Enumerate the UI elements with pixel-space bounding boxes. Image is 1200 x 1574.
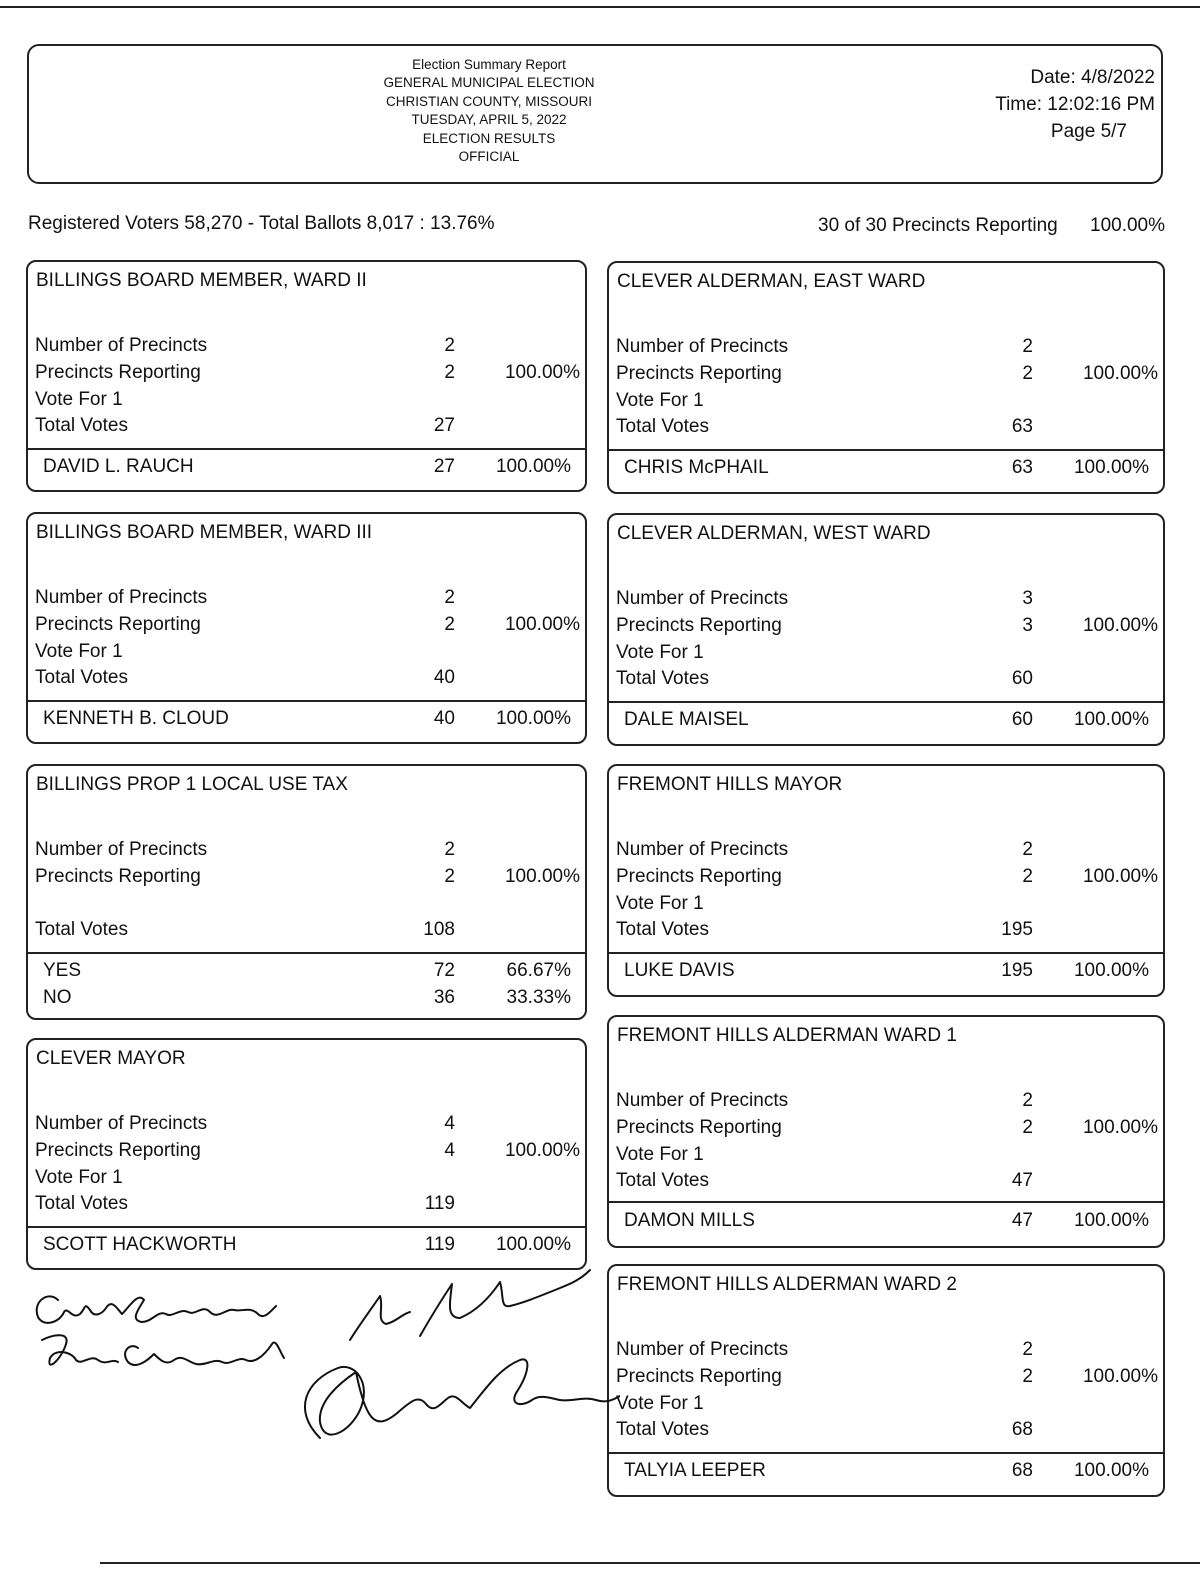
row-pct: 100.00%	[1082, 1117, 1158, 1138]
row-label: Total Votes	[616, 1419, 709, 1440]
report-title: Election Summary Report	[412, 57, 566, 72]
row-label: Total Votes	[616, 416, 709, 437]
results-heading: ELECTION RESULTS	[422, 130, 556, 146]
candidate-votes: 27	[433, 456, 455, 477]
row-label: Number of Precincts	[616, 588, 789, 609]
total-votes-row	[609, 416, 1163, 442]
candidate-name: DAVID L. RAUCH	[43, 456, 194, 477]
row-pct: 100.00%	[1082, 1366, 1158, 1387]
precincts-summary	[818, 215, 1166, 237]
candidate-name: DAMON MILLS	[624, 1210, 755, 1231]
total-votes-row	[28, 919, 585, 945]
signature-stroke	[350, 1270, 590, 1340]
row-pct: 100.00%	[1082, 615, 1158, 636]
report-date: Date: 4/8/2022	[1030, 67, 1155, 88]
total-votes-row	[609, 668, 1163, 694]
candidate-name: CHRIS McPHAIL	[624, 457, 769, 478]
row-label: Precincts Reporting	[35, 1140, 201, 1161]
row-value: 68	[1011, 1419, 1033, 1440]
results-divider	[609, 701, 1163, 703]
candidate-pct: 100.00%	[495, 1234, 571, 1255]
row-value: 3	[1022, 588, 1033, 609]
row-label: Precincts Reporting	[616, 866, 782, 887]
number-of-precincts-row	[609, 1339, 1163, 1365]
vote-for-row	[609, 642, 1163, 668]
row-label: Vote For 1	[616, 642, 704, 663]
precincts-reporting-row	[28, 614, 585, 640]
row-value: 2	[1022, 1117, 1033, 1138]
row-label: Total Votes	[616, 1170, 709, 1191]
vote-for-row	[28, 641, 585, 667]
total-votes-row	[609, 1419, 1163, 1445]
candidate-pct: 100.00%	[1073, 457, 1149, 478]
number-of-precincts-row	[609, 588, 1163, 614]
total-votes-row	[609, 919, 1163, 945]
row-label: Number of Precincts	[616, 1090, 789, 1111]
row-label: Total Votes	[35, 667, 128, 688]
results-divider	[28, 700, 585, 702]
candidate-pct: 66.67%	[506, 960, 571, 981]
results-divider	[28, 448, 585, 450]
number-of-precincts-row	[609, 839, 1163, 865]
vote-for-row	[609, 390, 1163, 416]
results-divider	[28, 952, 585, 954]
candidate-votes: 63	[1011, 457, 1033, 478]
row-pct: 100.00%	[1082, 866, 1158, 887]
precincts-reporting-row	[609, 1366, 1163, 1392]
precincts-reporting-pct: 100.00%	[1090, 215, 1166, 236]
row-value: 2	[444, 614, 455, 635]
row-label: Vote For 1	[616, 893, 704, 914]
report-time: Time: 12:02:16 PM	[995, 94, 1155, 115]
vote-for-row	[28, 389, 585, 415]
registered-voters-summary: Registered Voters 58,270 - Total Ballots 8,017 : 13.76%	[28, 213, 495, 234]
candidate-row	[609, 1460, 1163, 1486]
total-votes-row	[609, 1170, 1163, 1196]
row-value: 47	[1011, 1170, 1033, 1191]
number-of-precincts-row	[28, 587, 585, 613]
candidate-row	[28, 456, 585, 482]
row-label: Precincts Reporting	[616, 1366, 782, 1387]
candidate-row	[609, 709, 1163, 735]
row-label: Precincts Reporting	[35, 866, 201, 887]
race-title: FREMONT HILLS ALDERMAN WARD 1	[617, 1025, 957, 1046]
row-pct: 100.00%	[504, 362, 580, 383]
candidate-row	[28, 1234, 585, 1260]
row-value: 2	[1022, 839, 1033, 860]
race-billings-board-ward-3	[26, 512, 587, 744]
candidate-row	[28, 987, 585, 1013]
candidate-name: DALE MAISEL	[624, 709, 749, 730]
row-value: 2	[1022, 336, 1033, 357]
row-value: 2	[1022, 866, 1033, 887]
race-fremont-hills-mayor	[607, 764, 1165, 997]
race-fremont-hills-alderman-ward-2	[607, 1264, 1165, 1497]
official-status: OFFICIAL	[458, 149, 520, 165]
precincts-reporting-text: 30 of 30 Precincts Reporting	[818, 215, 1058, 236]
row-pct: 100.00%	[504, 866, 580, 887]
row-value: 2	[1022, 363, 1033, 384]
top-border-line	[0, 0, 1200, 8]
row-label: Number of Precincts	[35, 587, 208, 608]
handwritten-signatures	[20, 1262, 620, 1462]
row-value: 2	[1022, 1090, 1033, 1111]
candidate-votes: 119	[424, 1234, 455, 1255]
race-clever-alderman-east	[607, 261, 1165, 494]
candidate-pct: 33.33%	[506, 987, 571, 1008]
candidate-pct: 100.00%	[1073, 960, 1149, 981]
row-pct: 100.00%	[504, 1140, 580, 1161]
row-label: Total Votes	[35, 1193, 128, 1214]
candidate-pct: 100.00%	[1073, 1460, 1149, 1481]
row-value: 119	[424, 1193, 455, 1214]
candidate-row	[28, 960, 585, 986]
row-label: Number of Precincts	[35, 335, 208, 356]
candidate-name: LUKE DAVIS	[624, 960, 735, 981]
race-title: CLEVER ALDERMAN, EAST WARD	[617, 271, 926, 292]
row-value: 4	[444, 1140, 455, 1161]
candidate-name: YES	[43, 960, 82, 981]
race-clever-mayor	[26, 1038, 587, 1270]
row-label: Total Votes	[35, 919, 128, 940]
candidate-row	[609, 1210, 1163, 1236]
row-label: Vote For 1	[35, 641, 123, 662]
row-label: Vote For 1	[35, 389, 123, 410]
candidate-pct: 100.00%	[495, 708, 571, 729]
row-label: Vote For 1	[616, 1144, 704, 1165]
race-title: FREMONT HILLS MAYOR	[617, 774, 843, 795]
race-title: CLEVER MAYOR	[36, 1048, 186, 1069]
row-label: Number of Precincts	[616, 1339, 789, 1360]
row-label: Number of Precincts	[35, 1113, 208, 1134]
precincts-reporting-row	[609, 615, 1163, 641]
row-value: 60	[1011, 668, 1033, 689]
race-fremont-hills-alderman-ward-1	[607, 1015, 1165, 1248]
row-value: 108	[423, 919, 455, 940]
candidate-pct: 100.00%	[1073, 709, 1149, 730]
row-value: 2	[1022, 1339, 1033, 1360]
row-label: Vote For 1	[616, 390, 704, 411]
row-label: Total Votes	[616, 919, 709, 940]
vote-for-row	[609, 1144, 1163, 1170]
candidate-votes: 36	[433, 987, 455, 1008]
election-name: GENERAL MUNICIPAL ELECTION	[383, 75, 595, 91]
candidate-row	[609, 457, 1163, 483]
candidate-row	[609, 960, 1163, 986]
precincts-reporting-row	[609, 1117, 1163, 1143]
candidate-pct: 100.00%	[495, 456, 571, 477]
race-billings-board-ward-2	[26, 260, 587, 492]
row-value: 2	[444, 335, 455, 356]
number-of-precincts-row	[609, 336, 1163, 362]
row-label: Precincts Reporting	[35, 614, 201, 635]
precincts-reporting-row	[609, 866, 1163, 892]
row-label: Number of Precincts	[616, 839, 789, 860]
candidate-name: KENNETH B. CLOUD	[43, 708, 229, 729]
row-pct: 100.00%	[1082, 363, 1158, 384]
precincts-reporting-row	[28, 1140, 585, 1166]
row-label: Vote For 1	[616, 1393, 704, 1414]
race-clever-alderman-west	[607, 513, 1165, 746]
report-meta	[995, 64, 1155, 145]
race-title: FREMONT HILLS ALDERMAN WARD 2	[617, 1274, 957, 1295]
row-value: 63	[1011, 416, 1033, 437]
number-of-precincts-row	[28, 1113, 585, 1139]
jurisdiction: CHRISTIAN COUNTY, MISSOURI	[385, 93, 593, 109]
candidate-row	[28, 708, 585, 734]
number-of-precincts-row	[28, 839, 585, 865]
total-votes-row	[28, 1193, 585, 1219]
row-value: 3	[1022, 615, 1033, 636]
candidate-name: SCOTT HACKWORTH	[43, 1234, 237, 1255]
precincts-reporting-row	[609, 363, 1163, 389]
race-title: BILLINGS BOARD MEMBER, WARD II	[36, 270, 367, 291]
number-of-precincts-row	[609, 1090, 1163, 1116]
candidate-pct: 100.00%	[1073, 1210, 1149, 1231]
results-divider	[609, 1201, 1163, 1203]
signature-stroke	[37, 1296, 276, 1323]
row-label: Total Votes	[35, 415, 128, 436]
vote-for-row	[609, 1393, 1163, 1419]
row-label: Total Votes	[616, 668, 709, 689]
row-value: 2	[444, 587, 455, 608]
signature-stroke	[305, 1359, 620, 1438]
candidate-votes: 40	[433, 708, 455, 729]
row-value: 2	[444, 866, 455, 887]
row-value: 2	[444, 362, 455, 383]
candidate-votes: 47	[1011, 1210, 1033, 1231]
race-title: CLEVER ALDERMAN, WEST WARD	[617, 523, 931, 544]
candidate-votes: 72	[433, 960, 455, 981]
candidate-votes: 195	[1001, 960, 1033, 981]
vote-for-row	[609, 893, 1163, 919]
signature-stroke	[42, 1335, 284, 1365]
candidate-name: TALYIA LEEPER	[624, 1460, 766, 1481]
row-value: 2	[444, 839, 455, 860]
row-label: Precincts Reporting	[35, 362, 201, 383]
total-votes-row	[28, 415, 585, 441]
row-value: 40	[433, 667, 455, 688]
candidate-votes: 68	[1011, 1460, 1033, 1481]
row-label: Precincts Reporting	[616, 1117, 782, 1138]
results-divider	[609, 1452, 1163, 1454]
row-label: Number of Precincts	[35, 839, 208, 860]
results-divider	[28, 1226, 585, 1228]
row-pct: 100.00%	[504, 614, 580, 635]
signatures	[20, 1262, 620, 1462]
vote-for-row	[28, 1167, 585, 1193]
row-label: Precincts Reporting	[616, 363, 782, 384]
row-value: 27	[433, 415, 455, 436]
row-value: 4	[444, 1113, 455, 1134]
candidate-votes: 60	[1011, 709, 1033, 730]
row-value: 2	[1022, 1366, 1033, 1387]
bottom-border-line	[100, 1562, 1200, 1564]
election-date: TUESDAY, APRIL 5, 2022	[411, 112, 567, 128]
precincts-reporting-row	[28, 362, 585, 388]
row-value: 195	[1001, 919, 1033, 940]
results-divider	[609, 449, 1163, 451]
race-title: BILLINGS BOARD MEMBER, WARD III	[36, 522, 373, 543]
report-title-block	[369, 56, 609, 166]
row-label: Precincts Reporting	[616, 615, 782, 636]
precincts-reporting-row	[28, 866, 585, 892]
report-header	[27, 44, 1163, 184]
results-divider	[609, 952, 1163, 954]
page-number: Page 5/7	[1050, 121, 1127, 142]
race-billings-prop-1	[26, 764, 587, 1020]
row-label: Vote For 1	[35, 1167, 123, 1188]
number-of-precincts-row	[28, 335, 585, 361]
candidate-name: NO	[43, 987, 72, 1008]
total-votes-row	[28, 667, 585, 693]
race-title: BILLINGS PROP 1 LOCAL USE TAX	[36, 774, 348, 795]
row-label: Number of Precincts	[616, 336, 789, 357]
